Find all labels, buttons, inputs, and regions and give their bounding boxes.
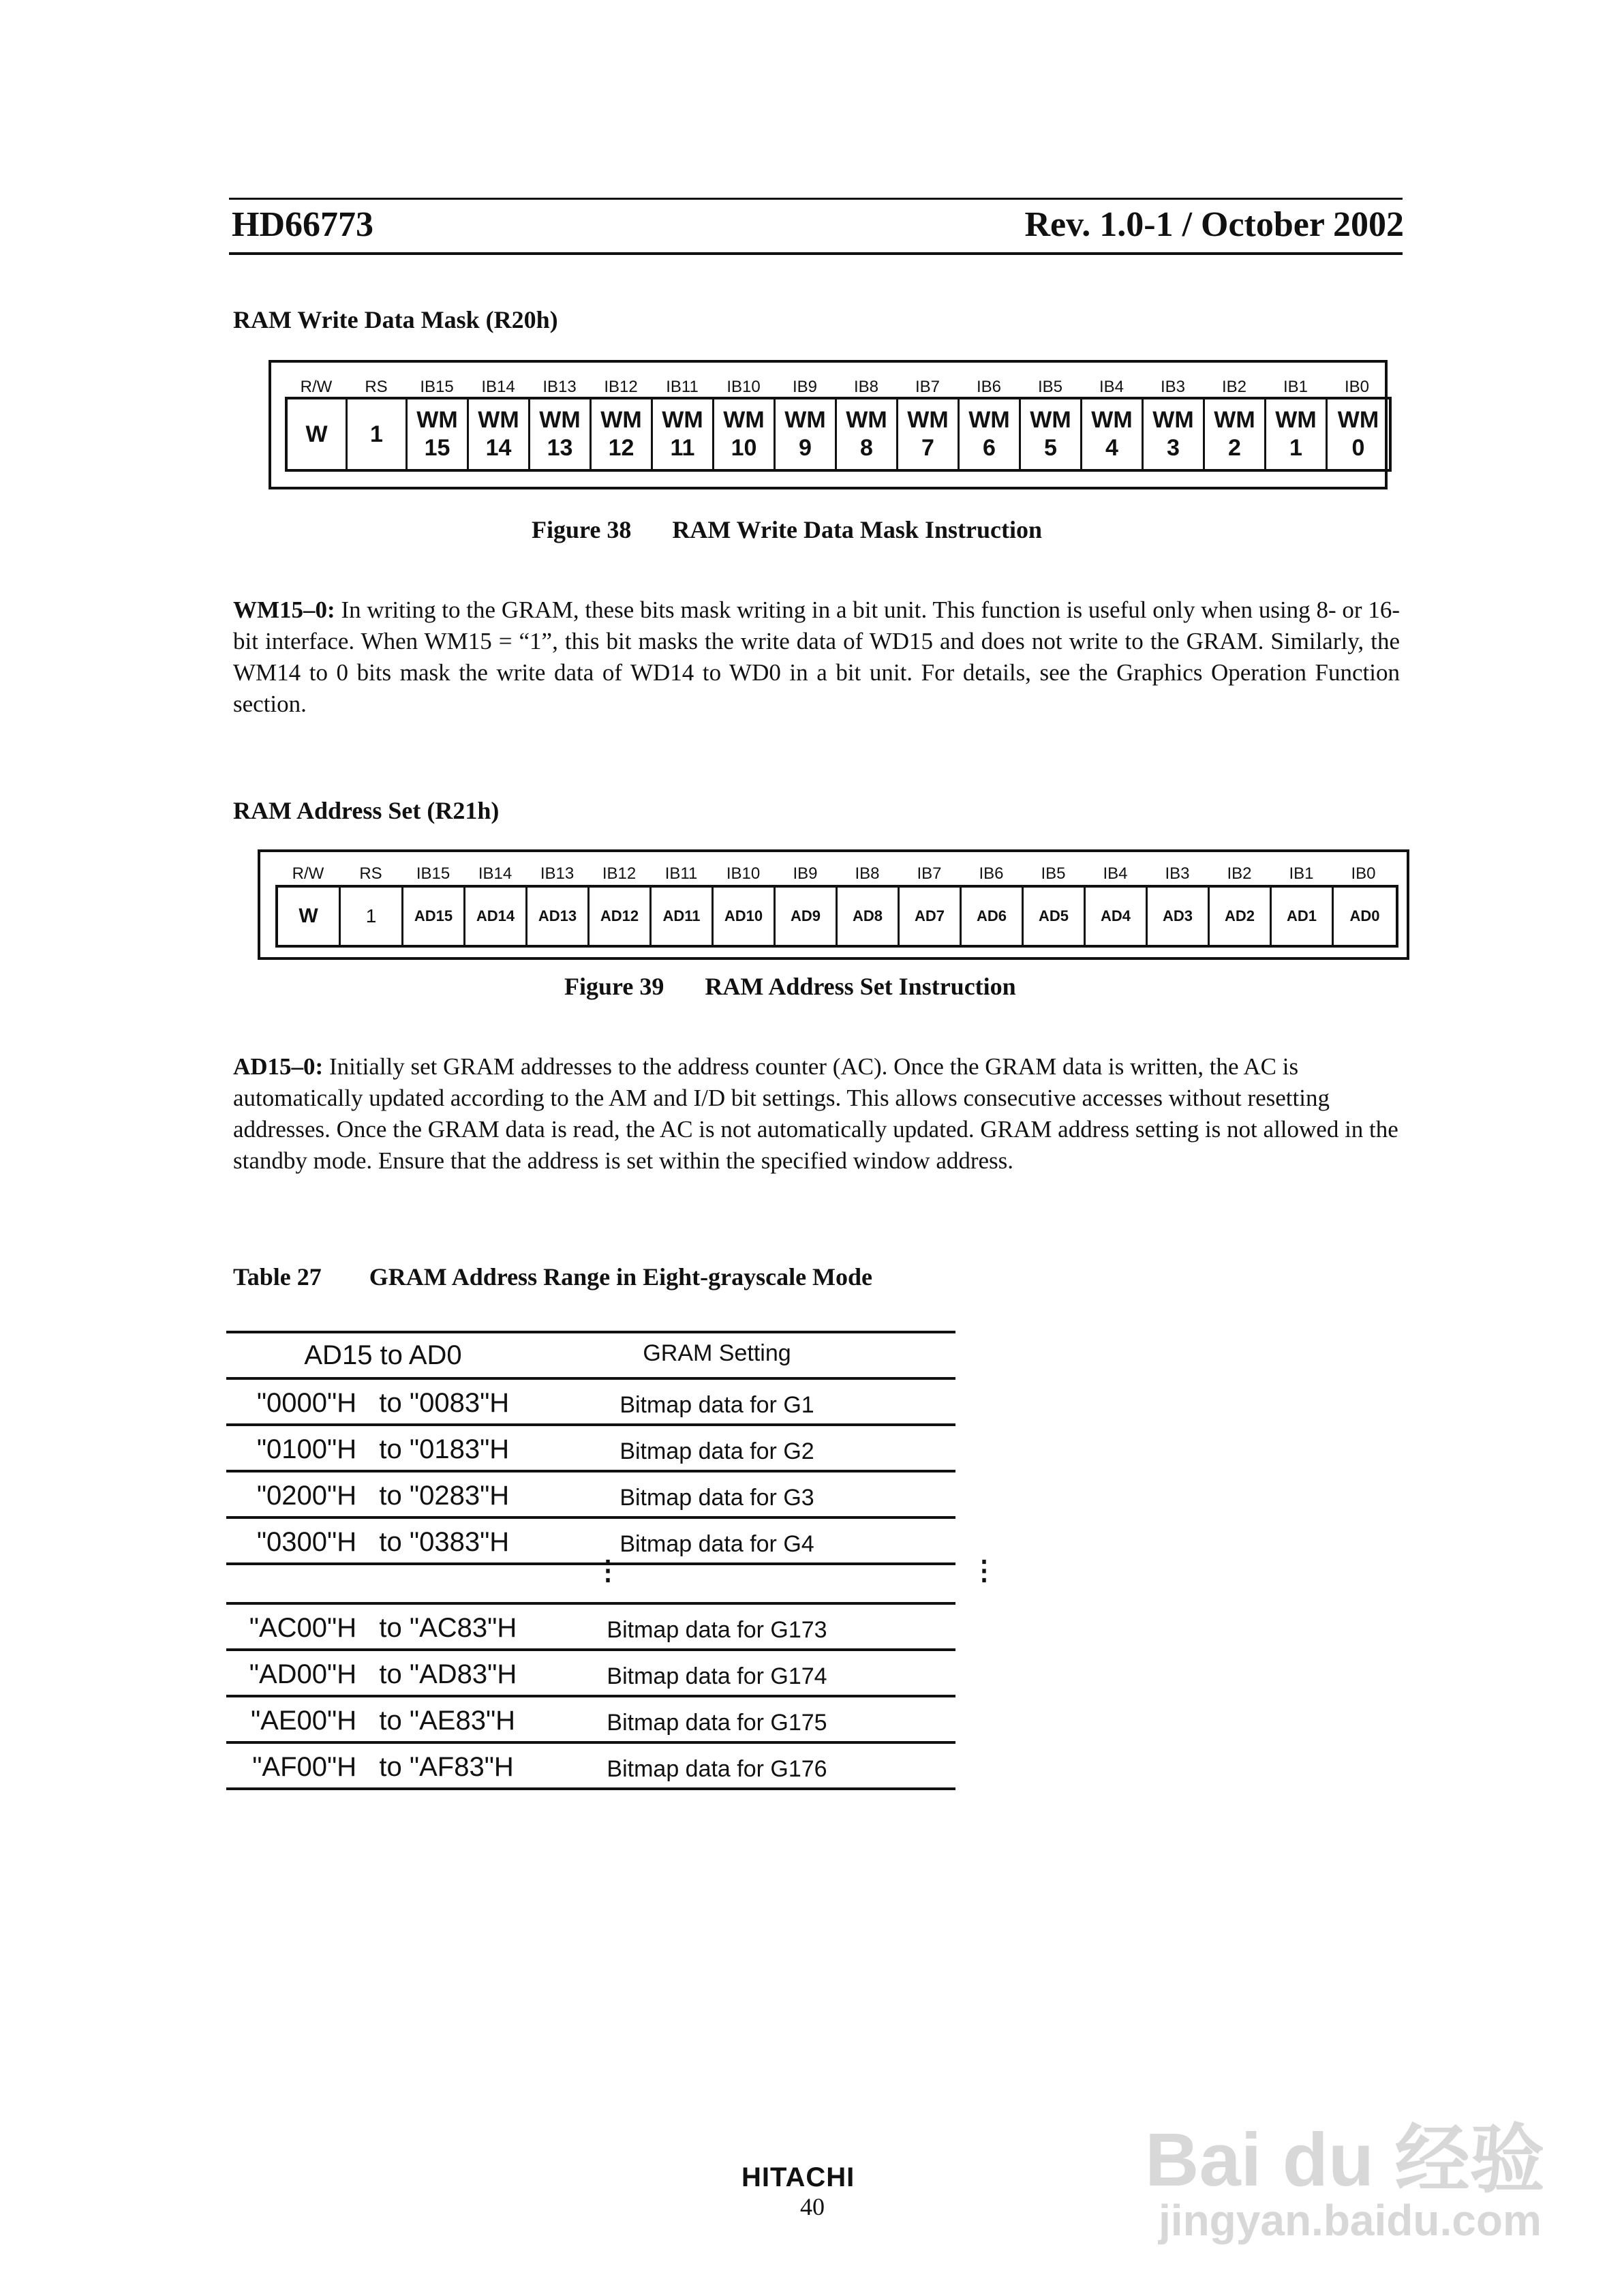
bit-label: IB10 — [726, 864, 761, 883]
bit-label: IB2 — [1227, 864, 1252, 883]
figure-number: Figure 38 — [532, 516, 632, 543]
register-cell — [348, 399, 408, 469]
bit-label: IB9 — [793, 864, 818, 883]
register-cell: AD2 — [1210, 888, 1272, 945]
register-cell-line1: WM — [600, 407, 642, 434]
table-header-address: AD15 to AD0 — [304, 1340, 462, 1370]
table-number: Table 27 — [233, 1263, 322, 1290]
bit-label: IB10 — [726, 378, 761, 396]
register-cell-line1: WM — [968, 407, 1010, 434]
bit-label: R/W — [292, 864, 324, 883]
bit-label: IB14 — [481, 378, 515, 396]
bit-label: IB7 — [915, 378, 940, 396]
ellipsis-address: ⋮ — [594, 1556, 622, 1586]
address-range: "AC00"H to "AC83"H — [249, 1613, 517, 1643]
bit-label: IB6 — [979, 864, 1004, 883]
register-cell — [714, 399, 776, 469]
header-bottom-rule — [229, 252, 1403, 255]
register-cell-line1: WM — [1152, 407, 1194, 434]
bit-label: IB15 — [416, 864, 450, 883]
table-row — [226, 1697, 955, 1744]
register-cell: AD12 — [590, 888, 652, 945]
gram-setting: Bitmap data for G4 — [619, 1531, 814, 1557]
register-cell-line2: 3 — [1167, 435, 1180, 461]
bit-label: RS — [359, 864, 382, 883]
register-cell-line1: WM — [907, 407, 949, 434]
register-cell-line1: 1 — [370, 421, 383, 447]
address-range: "0200"H to "0283"H — [256, 1481, 510, 1511]
term-wm15-0: WM15–0: — [233, 596, 335, 623]
register-cell — [1144, 399, 1205, 469]
bit-label: IB9 — [792, 378, 818, 396]
hitachi-logo: HITACHI — [741, 2162, 855, 2192]
bit-label: IB7 — [917, 864, 942, 883]
bit-label: IB12 — [602, 864, 637, 883]
register-cell — [653, 399, 714, 469]
bit-label: IB8 — [853, 378, 879, 396]
gram-setting: Bitmap data for G174 — [607, 1663, 827, 1689]
figure-39-caption — [564, 972, 1016, 1001]
bit-label: R/W — [300, 378, 333, 396]
gram-setting: Bitmap data for G173 — [607, 1617, 827, 1643]
register-cell-line1: WM — [1091, 407, 1133, 434]
figure-title: RAM Write Data Mask Instruction — [672, 516, 1042, 543]
gram-setting: Bitmap data for G3 — [619, 1485, 814, 1511]
register-cell-line2: 0 — [1351, 435, 1365, 461]
register-cell-line2: 14 — [485, 435, 512, 461]
register-cell: AD7 — [900, 888, 962, 945]
register-cell: AD8 — [838, 888, 900, 945]
table-row — [226, 1426, 955, 1472]
register-cell: AD10 — [714, 888, 776, 945]
register-bit-labels-r21h — [277, 864, 1394, 883]
register-cell: AD6 — [962, 888, 1024, 945]
term-ad15-0: AD15–0: — [233, 1053, 324, 1080]
register-cell: AD11 — [652, 888, 714, 945]
gram-address-table — [226, 1333, 998, 1790]
register-cell-line2: 4 — [1105, 435, 1118, 461]
address-range: "0000"H to "0083"H — [256, 1388, 510, 1418]
register-cell — [837, 399, 898, 469]
address-range: "0100"H to "0183"H — [256, 1434, 510, 1464]
bit-label: IB1 — [1283, 378, 1309, 396]
register-cell: AD13 — [527, 888, 590, 945]
body-ad15-0: Initially set GRAM addresses to the address counter (AC). Once the GRAM data is written, the AC is automatically updated according to the AM and I/D bit settings. This allows consecutive accesses without resetting addresses. Once the GRAM data is read, the AC is not automatically updated. GRAM address setting is not allowed in the standby mode. Ensure that the address is set within the specified window address. — [233, 1053, 1398, 1174]
bit-label: IB11 — [666, 378, 699, 396]
doc-revision: Rev. 1.0-1 / October 2002 — [1024, 205, 1404, 244]
register-cell-line2: 6 — [983, 435, 996, 461]
register-cell-line1: WM — [539, 407, 581, 434]
register-cell — [408, 399, 469, 469]
table-row — [226, 1744, 955, 1790]
register-cell-line1: WM — [846, 407, 887, 434]
register-cell-line1: WM — [1275, 407, 1317, 434]
page-number: 40 — [800, 2193, 825, 2220]
register-cell — [898, 399, 960, 469]
bit-label: IB2 — [1221, 378, 1247, 396]
register-cell-line1: WM — [416, 407, 458, 434]
register-cell-line1: WM — [784, 407, 826, 434]
baidu-watermark-brand: Bai du 经验 — [1145, 2118, 1545, 2202]
register-cell: AD4 — [1086, 888, 1148, 945]
register-cell — [776, 399, 837, 469]
register-cell: 1 — [341, 888, 403, 945]
ellipsis-setting: ⋮ — [970, 1556, 998, 1586]
register-cell — [530, 399, 592, 469]
register-cell: AD1 — [1272, 888, 1334, 945]
bit-label: IB13 — [540, 864, 575, 883]
paragraph-wm15-0 — [233, 594, 1400, 720]
register-cell-line2: 11 — [670, 435, 695, 461]
register-cell-line1: WM — [723, 407, 765, 434]
bit-label: RS — [365, 378, 388, 396]
bit-label: IB0 — [1351, 864, 1376, 883]
register-cell — [1082, 399, 1144, 469]
register-cell: AD15 — [403, 888, 465, 945]
register-cell-line1: WM — [662, 407, 703, 434]
register-cell-line2: 13 — [547, 435, 573, 461]
register-cell-line1: WM — [1030, 407, 1071, 434]
gram-setting: Bitmap data for G176 — [607, 1756, 827, 1782]
register-cell — [1328, 399, 1389, 469]
register-cell: AD9 — [776, 888, 838, 945]
bit-label: IB5 — [1041, 864, 1066, 883]
address-range: "0300"H to "0383"H — [256, 1527, 510, 1557]
bit-label: IB0 — [1344, 378, 1370, 396]
table-row — [226, 1651, 955, 1697]
register-cell — [592, 399, 653, 469]
paragraph-ad15-0 — [233, 1051, 1412, 1177]
register-cell: AD0 — [1349, 907, 1380, 924]
bit-label: IB6 — [976, 378, 1002, 396]
address-range: "AE00"H to "AE83"H — [250, 1706, 516, 1736]
register-cell-line1: WM — [478, 407, 519, 434]
register-cell — [1205, 399, 1266, 469]
bit-label: IB8 — [855, 864, 880, 883]
register-cell: AD5 — [1024, 888, 1086, 945]
register-cell — [1266, 399, 1328, 469]
doc-id: HD66773 — [232, 205, 373, 244]
section-title-r21h: RAM Address Set (R21h) — [233, 797, 500, 824]
section-title-r20h: RAM Write Data Mask (R20h) — [233, 306, 558, 333]
register-cell-line2: 7 — [921, 435, 934, 461]
gram-setting: Bitmap data for G2 — [619, 1438, 814, 1464]
gram-setting: Bitmap data for G1 — [619, 1392, 814, 1418]
figure-title: RAM Address Set Instruction — [705, 973, 1016, 1000]
bit-label: IB4 — [1103, 864, 1128, 883]
bit-label: IB13 — [542, 378, 577, 396]
register-cell-line2: 2 — [1228, 435, 1241, 461]
body-wm15-0: In writing to the GRAM, these bits mask writing in a bit unit. This function is useful only when using 8- or 16-bit interface. When WM15 = “1”, this bit masks the write data of WD15 and does not write to the GRAM. Similarly, the WM14 to 0 bits mask the write data of WD14 to WD0 in a bit unit. For details, see the Graphics Operation Function section. — [233, 596, 1400, 717]
bit-label: IB12 — [604, 378, 638, 396]
register-cell-line2: 5 — [1044, 435, 1057, 461]
register-cell-line2: 8 — [860, 435, 873, 461]
register-cell-line2: 12 — [608, 435, 634, 461]
table-header-row — [226, 1333, 955, 1380]
baidu-watermark-url: jingyan.baidu.com — [1159, 2196, 1542, 2245]
table-title: GRAM Address Range in Eight-grayscale Mode — [369, 1263, 873, 1290]
register-cell — [1021, 399, 1082, 469]
table-ellipsis-row — [226, 1556, 998, 1605]
register-cell-line2: 15 — [424, 435, 450, 461]
register-cell-line1: WM — [1214, 407, 1255, 434]
bit-label: IB15 — [420, 378, 454, 396]
register-cell: AD3 — [1148, 888, 1210, 945]
bit-label: IB3 — [1160, 378, 1186, 396]
register-cell — [469, 399, 530, 469]
table-row — [226, 1472, 955, 1519]
figure-number: Figure 39 — [564, 973, 664, 1000]
table-27-caption — [233, 1263, 872, 1291]
register-cell-line2: 10 — [731, 435, 757, 461]
bit-label: IB4 — [1099, 378, 1124, 396]
address-range: "AD00"H to "AD83"H — [249, 1659, 517, 1689]
register-cells-r20h — [285, 397, 1392, 472]
table-row — [226, 1605, 955, 1651]
address-range: "AF00"H to "AF83"H — [252, 1752, 514, 1782]
register-cell: W — [278, 888, 341, 945]
bit-label: IB3 — [1165, 864, 1190, 883]
bit-label: IB1 — [1289, 864, 1314, 883]
register-cell-line1: W — [305, 421, 328, 447]
bit-label: IB11 — [664, 864, 698, 883]
table-header-setting: GRAM Setting — [643, 1340, 791, 1366]
bit-label: IB5 — [1037, 378, 1063, 396]
register-cell-line2: 1 — [1289, 435, 1302, 461]
register-cell: AD14 — [465, 888, 527, 945]
register-bit-labels-r20h — [286, 378, 1388, 397]
table-row — [226, 1519, 955, 1565]
gram-setting: Bitmap data for G175 — [607, 1710, 827, 1736]
register-cell — [288, 399, 348, 469]
header-top-rule — [229, 198, 1403, 200]
register-cell-line2: 9 — [799, 435, 812, 461]
bit-label: IB14 — [478, 864, 512, 883]
table-row — [226, 1380, 955, 1426]
register-cell-line1: WM — [1337, 407, 1379, 434]
register-cell — [960, 399, 1021, 469]
figure-38-caption — [532, 515, 1042, 544]
register-cells-r21h — [275, 885, 1398, 948]
